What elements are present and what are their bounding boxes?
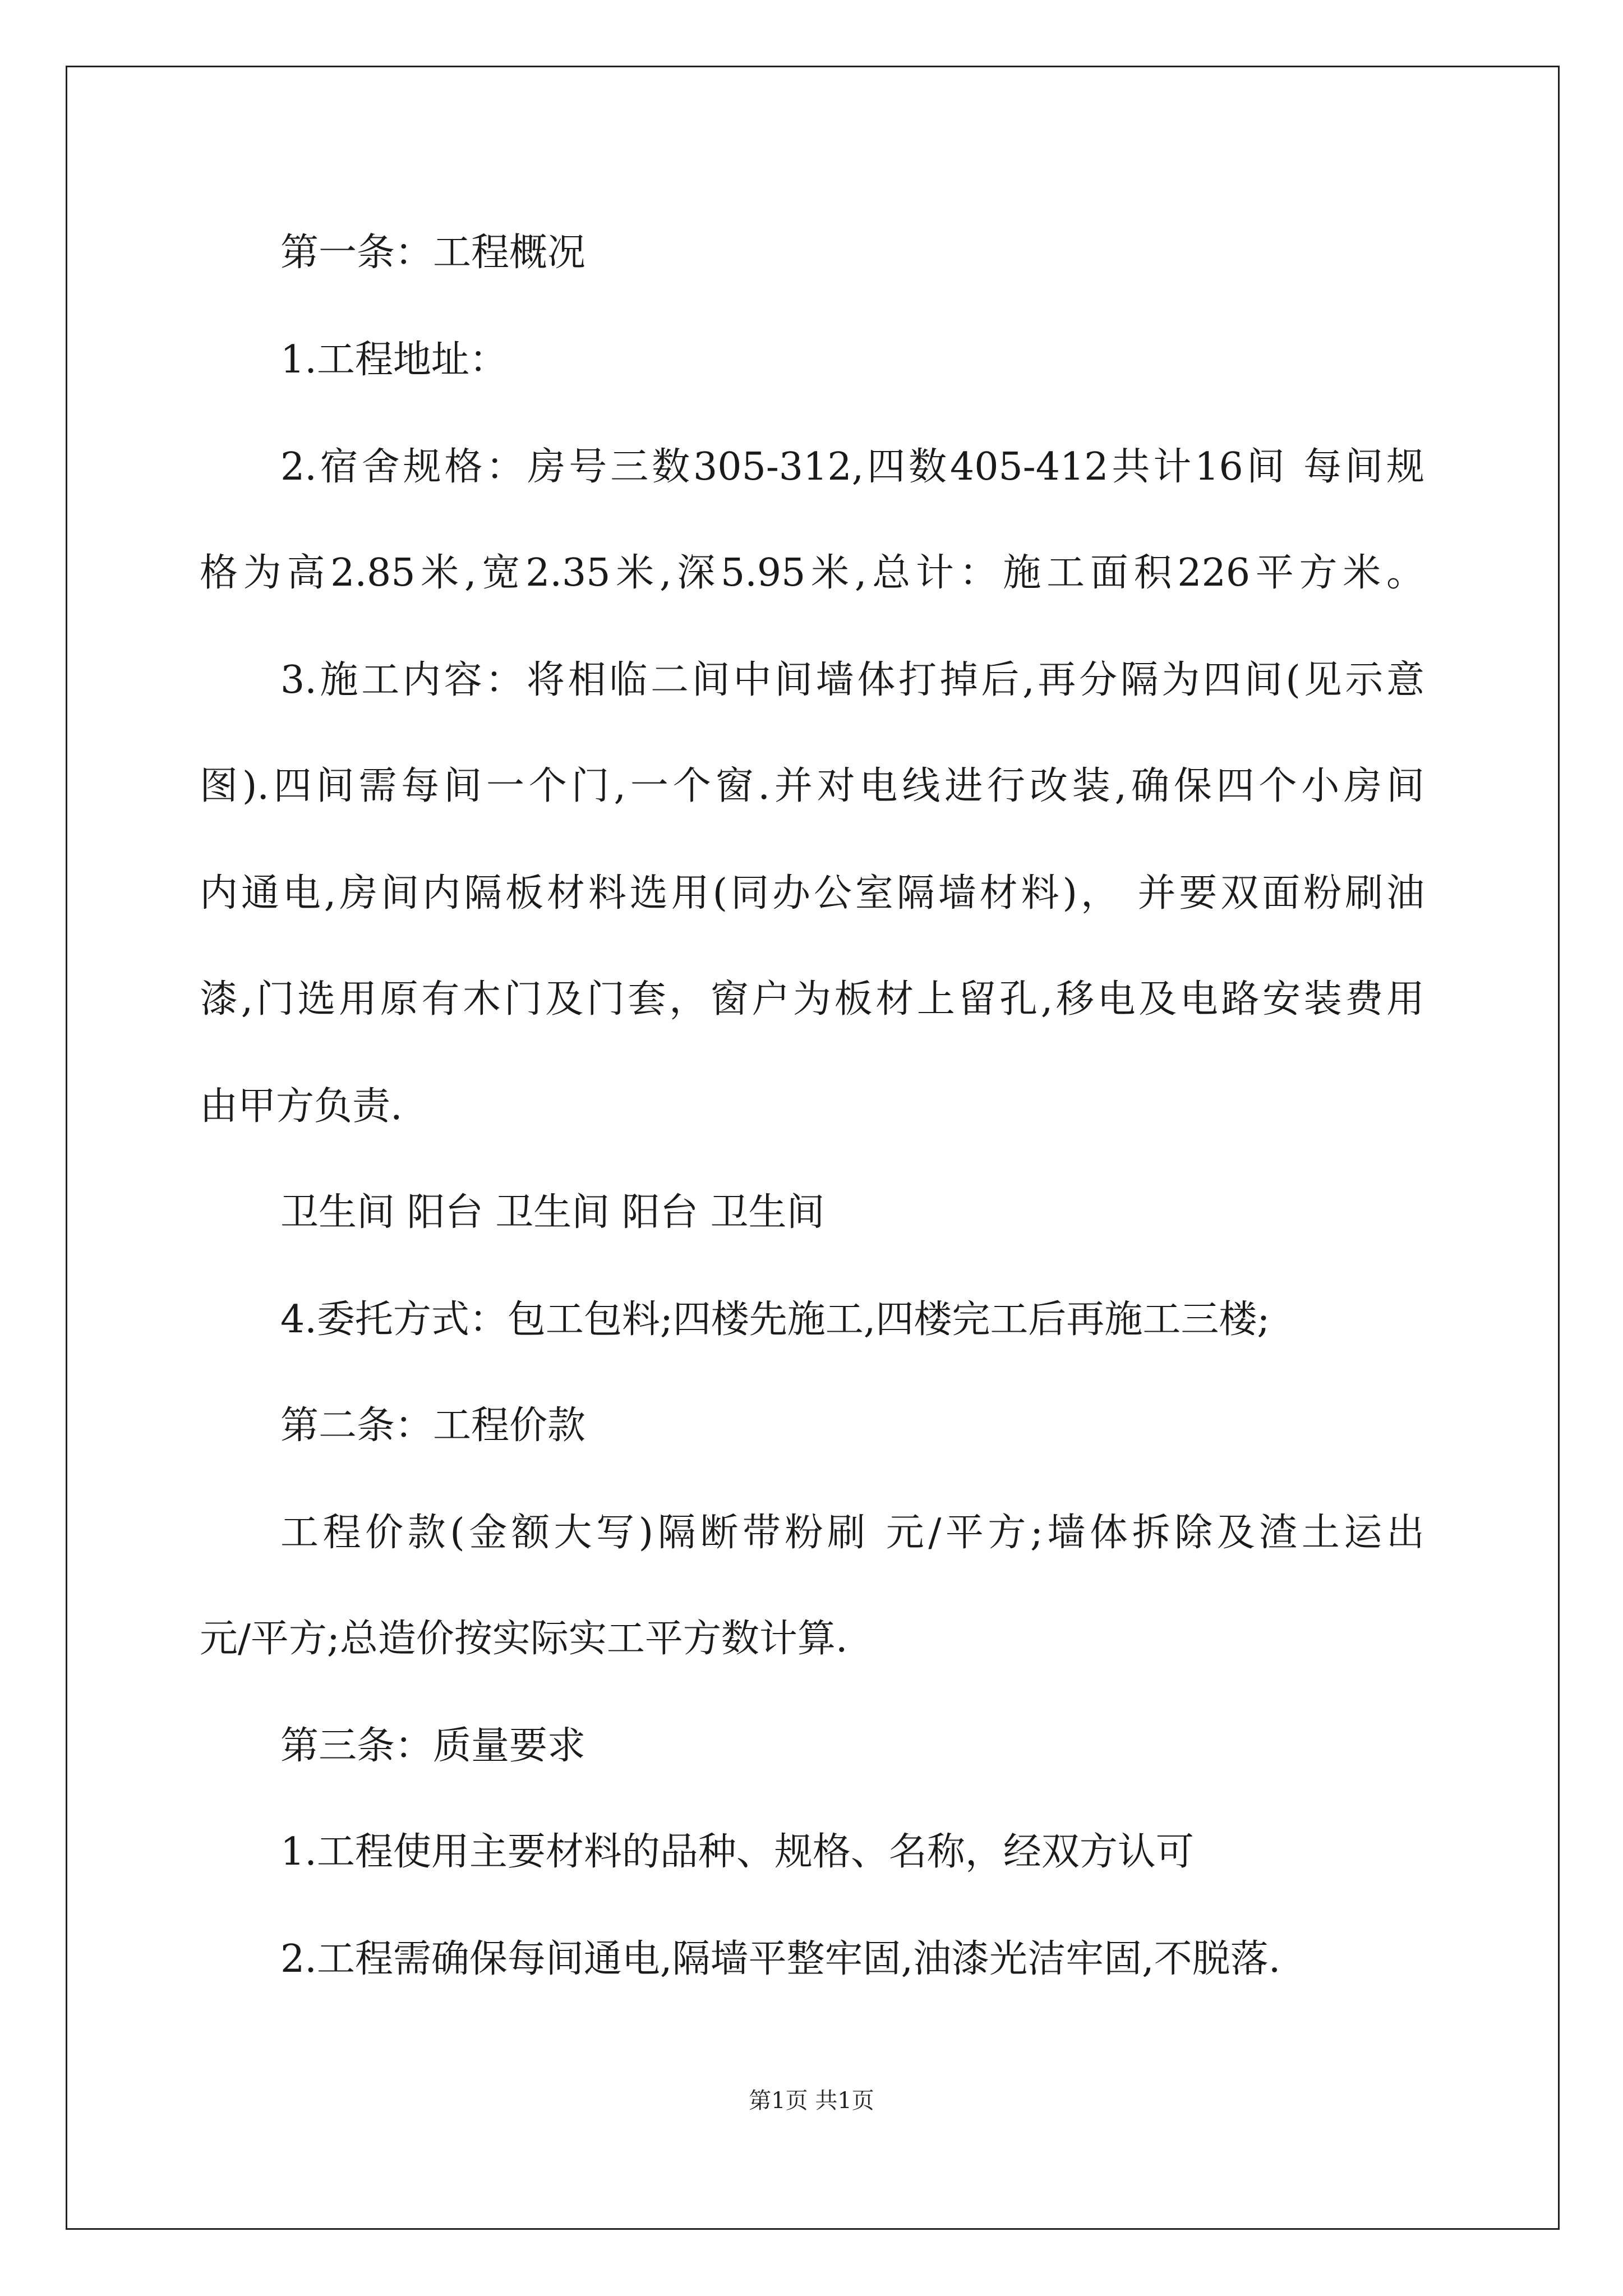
paragraph-line	[0, 966, 1623, 1033]
paragraph-line	[0, 1926, 1623, 1993]
line-text: 2.工程需确保每间通电,隔墙平整牢固,油漆光洁牢固,不脱落.	[280, 1937, 1281, 1981]
paragraph-line	[0, 1499, 1623, 1567]
line-text: 第一条：工程概况	[280, 231, 586, 275]
line-text: 2.宿舍规格：房号三数305-312,四数405-412共计16间 每间规	[280, 445, 1424, 489]
paragraph-line	[0, 1605, 1623, 1673]
line-text: 工程价款(金额大写)隔断带粉刷 元/平方;墙体拆除及渣土运出	[280, 1511, 1424, 1555]
line-text: 4.委托方式：包工包料;四楼先施工,四楼完工后再施工三楼;	[280, 1297, 1270, 1342]
line-text: 元/平方;总造价按实际实工平方数计算.	[200, 1617, 848, 1661]
line-text: 卫生间 阳台 卫生间 阳台 卫生间	[280, 1190, 825, 1235]
line-text: 漆,门选用原有木门及门套，窗户为板材上留孔,移电及电路安装费用	[200, 977, 1424, 1022]
paragraph-line	[0, 647, 1623, 714]
paragraph-line	[0, 434, 1623, 501]
heading-article-2	[0, 1392, 1623, 1460]
paragraph-line	[0, 860, 1623, 927]
line-text: 由甲方负责.	[200, 1084, 403, 1129]
line-text: 第二条：工程价款	[280, 1404, 586, 1448]
paragraph-line	[0, 326, 1623, 394]
page-footer: 第1页 共1页	[749, 2088, 874, 2114]
line-text: 格为高2.85米,宽2.35米,深5.95米,总计：施工面积226平方米。	[200, 551, 1424, 595]
line-text: 1.工程地址：	[280, 338, 508, 382]
paragraph-line	[0, 1073, 1623, 1140]
paragraph-line	[0, 1179, 1623, 1246]
heading-article-1	[0, 219, 1623, 287]
heading-article-3	[0, 1713, 1623, 1780]
paragraph-line	[0, 1819, 1623, 1886]
line-text: 1.工程使用主要材料的品种、规格、名称，经双方认可	[280, 1830, 1194, 1874]
line-text: 图).四间需每间一个门,一个窗.并对电线进行改装,确保四个小房间	[200, 764, 1424, 808]
paragraph-line	[0, 1286, 1623, 1354]
line-text: 内通电,房间内隔板材料选用(同办公室隔墙材料)， 并要双面粉刷油	[200, 871, 1424, 915]
paragraph-line	[0, 753, 1623, 820]
line-text: 第三条：质量要求	[280, 1724, 586, 1768]
paragraph-line	[0, 540, 1623, 607]
line-text: 3.施工内容：将相临二间中间墙体打掉后,再分隔为四间(见示意	[280, 658, 1424, 702]
